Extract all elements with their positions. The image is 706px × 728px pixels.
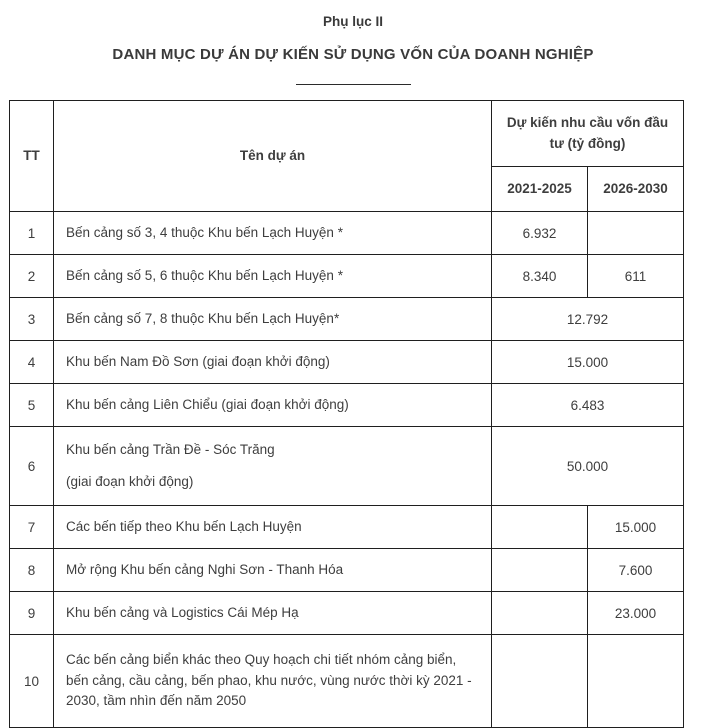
divider-line — [296, 84, 411, 85]
project-name-cell: Khu bến Nam Đồ Sơn (giai đoạn khởi động) — [54, 341, 492, 384]
value-2026-2030-cell: 15.000 — [588, 506, 684, 549]
value-2021-2025-cell — [492, 506, 588, 549]
row-number-cell: 10 — [10, 635, 54, 728]
table-row — [10, 635, 684, 728]
row-number-cell: 9 — [10, 592, 54, 635]
merged-value-cell: 50.000 — [492, 427, 684, 506]
row-number-cell: 5 — [10, 384, 54, 427]
table-row — [10, 592, 684, 635]
project-name-cell: Khu bến cảng và Logistics Cái Mép Hạ — [54, 592, 492, 635]
merged-value-cell: 6.483 — [492, 384, 684, 427]
table-row — [10, 506, 684, 549]
value-2021-2025-cell — [492, 549, 588, 592]
row-number-cell: 2 — [10, 255, 54, 298]
table-row — [10, 427, 684, 506]
project-name-cell: Bến cảng số 3, 4 thuộc Khu bến Lạch Huyện * — [54, 212, 492, 255]
project-name-cell: Các bến cảng biển khác theo Quy hoạch chi tiết nhóm cảng biển, bến cảng, cầu cảng, bến phao, khu nước, vùng nước thời kỳ 2021 - 2030, tầm nhìn đến năm 2050 — [54, 635, 492, 728]
header-period-2026-2030: 2026-2030 — [588, 167, 684, 212]
project-name-cell: Khu bến cảng Liên Chiểu (giai đoạn khởi động) — [54, 384, 492, 427]
value-2021-2025-cell: 6.932 — [492, 212, 588, 255]
table-row — [10, 341, 684, 384]
project-name-cell: Bến cảng số 5, 6 thuộc Khu bến Lạch Huyện * — [54, 255, 492, 298]
projects-table — [9, 100, 684, 728]
row-number-cell: 7 — [10, 506, 54, 549]
table-header-row — [10, 101, 684, 167]
header-period-2021-2025: 2021-2025 — [492, 167, 588, 212]
table-row — [10, 255, 684, 298]
value-2026-2030-cell: 7.600 — [588, 549, 684, 592]
table-row — [10, 384, 684, 427]
value-2026-2030-cell — [588, 635, 684, 728]
header-tt: TT — [10, 101, 54, 212]
project-name-cell — [54, 427, 492, 506]
table-row — [10, 549, 684, 592]
page-title: Phụ lục II — [322, 14, 383, 29]
value-2021-2025-cell — [492, 592, 588, 635]
project-name-cell: Mở rộng Khu bến cảng Nghi Sơn - Thanh Hóa — [54, 549, 492, 592]
row-number-cell: 4 — [10, 341, 54, 384]
row-number-cell: 1 — [10, 212, 54, 255]
table-row — [10, 212, 684, 255]
value-2026-2030-cell: 611 — [588, 255, 684, 298]
project-name-cell: Các bến tiếp theo Khu bến Lạch Huyện — [54, 506, 492, 549]
header-capital-demand: Dự kiến nhu cầu vốn đầu tư (tỷ đồng) — [492, 101, 684, 167]
table-row — [10, 298, 684, 341]
project-name-line-2: (giai đoạn khởi động) — [66, 473, 194, 489]
merged-value-cell: 12.792 — [492, 298, 684, 341]
project-name-cell: Bến cảng số 7, 8 thuộc Khu bến Lạch Huyện* — [54, 298, 492, 341]
value-2021-2025-cell — [492, 635, 588, 728]
project-name-line-1: Khu bến cảng Trần Đề - Sóc Trăng — [66, 441, 275, 457]
row-number-cell: 8 — [10, 549, 54, 592]
value-2026-2030-cell — [588, 212, 684, 255]
page-subtitle: DANH MỤC DỰ ÁN DỰ KIẾN SỬ DỤNG VỐN CỦA DOANH NGHIỆP — [112, 46, 594, 63]
header-project-name: Tên dự án — [54, 101, 492, 212]
row-number-cell: 6 — [10, 427, 54, 506]
value-2026-2030-cell: 23.000 — [588, 592, 684, 635]
value-2021-2025-cell: 8.340 — [492, 255, 588, 298]
merged-value-cell: 15.000 — [492, 341, 684, 384]
row-number-cell: 3 — [10, 298, 54, 341]
